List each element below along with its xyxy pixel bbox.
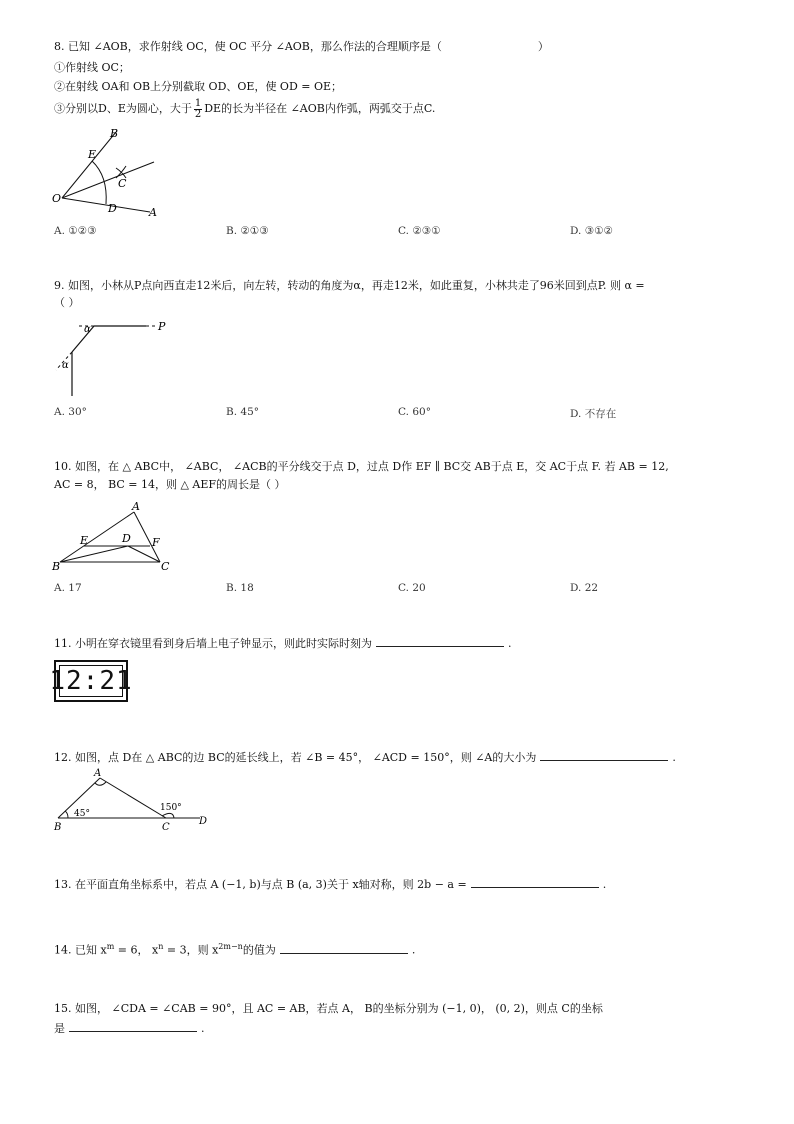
label-45: 45° <box>74 809 90 819</box>
q10-option-d[interactable]: D. 22 <box>570 582 599 594</box>
label-d: D <box>199 816 208 827</box>
label-b: B <box>110 127 119 140</box>
q9-paren: （ ） <box>54 296 80 309</box>
label-o: O <box>52 192 62 205</box>
q12-answer-blank[interactable] <box>540 750 668 761</box>
label-d: D <box>122 532 131 545</box>
angle-arc-c <box>162 813 174 818</box>
q9-option-b[interactable]: B. 45° <box>226 406 260 418</box>
q15-answer-blank[interactable] <box>69 1021 197 1032</box>
q8-step3: ③分别以D、E为圆心，大于 $\frac{1}{2}$ DE的长为半径在 ∠AOB内作弧，两弧交于点C. <box>54 97 436 120</box>
angle-arc-b <box>65 811 68 818</box>
q8-step2: ②在射线 OA和 OB上分别截取 OD、OE，使 OD = OE； <box>54 80 343 93</box>
q12-figure <box>50 766 220 836</box>
q10-figure <box>50 500 180 575</box>
label-a: A <box>149 206 157 219</box>
label-c: C <box>118 177 127 190</box>
q10-option-c[interactable]: C. 20 <box>398 582 426 594</box>
label-b: B <box>52 560 61 573</box>
q8-option-c[interactable]: C. ②③① <box>398 225 441 237</box>
label-e: E <box>88 148 97 161</box>
q8-step1: ①作射线 OC； <box>54 61 130 74</box>
mirror-clock <box>49 660 133 702</box>
q14-stem: 14. 已知 $x^m = 6$， $x^n = 3$，则 $x^{2m-n}$的值为 . <box>54 942 416 957</box>
q12-stem: 12. 如图，点 D在 △ ABC的边 BC的延长线上，若 ∠B = 45°， ∠ACD = 150°，则 ∠A的大小为 . <box>54 751 676 764</box>
q11-answer-blank[interactable] <box>376 636 504 647</box>
ray-oc <box>62 162 154 198</box>
q9-option-a[interactable]: A. 30° <box>54 406 87 418</box>
q13-stem: 13. 在平面直角坐标系中，若点 A (−1, b)与点 B (a, 3)关于 x轴对称，则 2b − a = . <box>54 878 607 891</box>
q8-option-b[interactable]: B. ②①③ <box>226 225 269 237</box>
side-ac <box>100 778 166 818</box>
q14-answer-blank[interactable] <box>280 943 408 954</box>
q13-answer-blank[interactable] <box>471 877 599 888</box>
q15-stem-line1: 15. 如图， ∠CDA = ∠CAB = 90°，且 AC = AB，若点 A， B的坐标分别为 (−1, 0)， (0, 2)，则点 C的坐标 <box>54 1002 603 1015</box>
label-150: 150° <box>160 803 182 813</box>
q10-option-a[interactable]: A. 17 <box>54 582 82 594</box>
q8-option-a[interactable]: A. ①②③ <box>54 225 97 237</box>
q8-stem: 8. 已知 ∠AOB，求作射线 OC，使 OC 平分 ∠AOB，那么作法的合理顺序是（ ） <box>54 40 549 53</box>
arc-de <box>92 161 106 204</box>
label-c: C <box>161 560 170 573</box>
label-alpha-1: α <box>84 324 91 335</box>
q9-figure <box>50 318 180 398</box>
q9-option-d[interactable]: D. 不存在 <box>570 408 617 420</box>
q11-stem: 11. 小明在穿衣镜里看到身后墙上电子钟显示，则此时实际时刻为 . <box>54 637 512 650</box>
clock-display: 12:21 <box>49 666 133 696</box>
label-alpha-2: α <box>62 360 69 371</box>
label-a: A <box>132 500 140 513</box>
ray-ob <box>62 132 116 198</box>
label-p: P <box>158 320 166 333</box>
q10-option-b[interactable]: B. 18 <box>226 582 254 594</box>
q8-option-d[interactable]: D. ③①② <box>570 225 613 237</box>
q8-figure <box>50 124 170 224</box>
label-b: B <box>54 822 62 833</box>
q9-stem: 9. 如图，小林从P点向西直走12米后，向左转，转动的角度为α，再走12米，如此重复，小林共走了96米回到点P. 则 α = <box>54 279 645 292</box>
label-e: E <box>80 534 89 547</box>
label-c: C <box>162 822 170 833</box>
q15-stem-line2: 是 . <box>54 1022 205 1035</box>
q10-stem-line2: AC = 8， BC = 14，则 △ AEF的周长是（ ） <box>54 478 286 491</box>
label-d: D <box>108 202 117 215</box>
angle-arc-a <box>95 782 106 785</box>
bisector-bd <box>60 546 128 562</box>
q10-stem-line1: 10. 如图，在 △ ABC中， ∠ABC， ∠ACB的平分线交于点 D，过点 D作 EF ∥ BC交 AB于点 E，交 AC于点 F. 若 AB = 12, <box>54 460 669 473</box>
fraction-half: $\frac{1}{2}$ <box>194 97 202 120</box>
label-a: A <box>94 768 102 779</box>
label-f: F <box>152 536 160 549</box>
q9-option-c[interactable]: C. 60° <box>398 406 431 418</box>
